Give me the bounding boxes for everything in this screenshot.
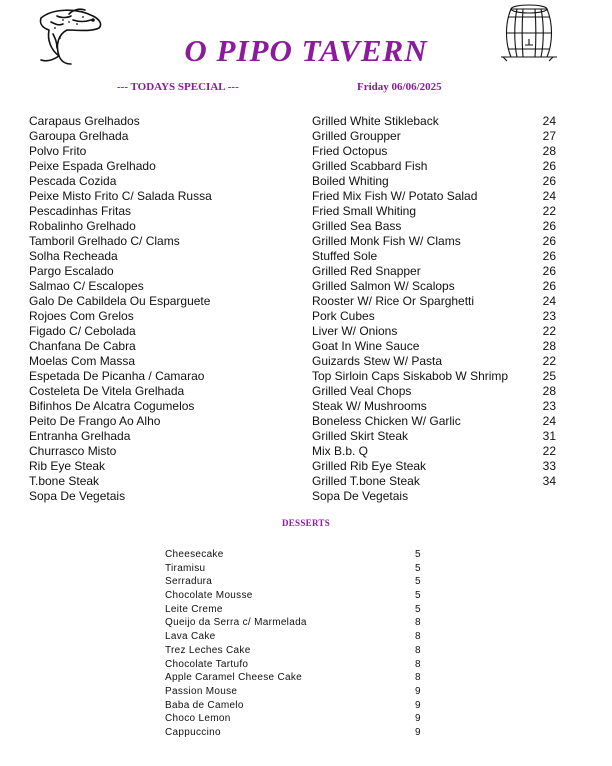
special-portuguese-name: Figado C/ Cebolada [29,324,136,338]
special-portuguese-name: Chanfana De Cabra [29,339,136,353]
dessert-price: 5 [415,576,421,588]
dessert-price: 8 [415,672,421,684]
special-portuguese-name: Sopa De Vegetais [29,489,126,503]
dessert-row [165,630,435,644]
special-english-name: Grilled Rib Eye Steak [312,459,427,473]
special-row [29,474,559,489]
special-english-name: Fried Octopus [312,144,388,158]
specials-list [29,114,559,504]
special-row [29,444,559,459]
dessert-price: 5 [415,590,421,602]
special-english-name: Grilled Veal Chops [312,384,412,398]
special-portuguese-name: Costeleta De Vitela Grelhada [29,384,185,398]
special-portuguese-name: Pescadinhas Fritas [29,204,132,218]
special-portuguese-name: Entranha Grelhada [29,429,131,443]
special-price: 23 [542,309,556,323]
dessert-price: 8 [415,617,421,629]
special-price: 28 [542,384,556,398]
special-price: 26 [542,279,556,293]
special-row [29,114,559,129]
dessert-price: 8 [415,631,421,643]
dessert-name: Choco Lemon [165,713,231,725]
special-portuguese-name: Espetada De Picanha / Camarao [29,369,205,383]
dessert-name: Chocolate Mousse [165,590,253,602]
special-english-name: Grilled White Stikleback [312,114,439,128]
special-english-name: Liver W/ Onions [312,324,398,338]
dessert-price: 5 [415,562,421,574]
special-portuguese-name: Peito De Frango Ao Alho [29,414,161,428]
special-row [29,339,559,354]
special-english-name: Goat In Wine Sauce [312,339,420,353]
special-row [29,414,559,429]
dessert-name: Baba de Camelo [165,699,244,711]
special-price: 24 [542,189,556,203]
special-price: 31 [542,429,556,443]
dessert-row [165,603,435,617]
dessert-row [165,671,435,685]
special-row [29,309,559,324]
dessert-price: 9 [415,685,421,697]
special-english-name: Fried Mix Fish W/ Potato Salad [312,189,478,203]
special-row [29,249,559,264]
special-portuguese-name: Peixe Espada Grelhado [29,159,156,173]
special-portuguese-name: Garoupa Grelhada [29,129,129,143]
special-row [29,459,559,474]
special-portuguese-name: Tamboril Grelhado C/ Clams [29,234,180,248]
special-price: 25 [542,369,556,383]
special-row [29,159,559,174]
special-portuguese-name: Galo De Cabildela Ou Esparguete [29,294,211,308]
special-price: 34 [542,474,556,488]
special-portuguese-name: Carapaus Grelhados [29,114,140,128]
special-english-name: Boneless Chicken W/ Garlic [312,414,461,428]
special-price: 28 [542,144,556,158]
todays-special-label: --- TODAYS SPECIAL --- [117,81,239,93]
dessert-price: 9 [415,713,421,725]
page-title: O PIPO TAVERN [184,33,428,68]
special-row [29,189,559,204]
special-row [29,174,559,189]
dessert-name: Apple Caramel Cheese Cake [165,672,303,684]
special-price: 24 [542,414,556,428]
special-english-name: Boiled Whiting [312,174,389,188]
dessert-price: 9 [415,726,421,738]
dessert-name: Queijo da Serra c/ Marmelada [165,617,307,629]
dessert-name: Lava Cake [165,631,216,643]
special-english-name: Grilled Red Snapper [312,264,421,278]
special-price: 28 [542,339,556,353]
dessert-price: 5 [415,549,421,560]
special-row [29,264,559,279]
special-row [29,129,559,144]
special-portuguese-name: T.bone Steak [29,474,100,488]
dessert-name: Chocolate Tartufo [165,658,249,670]
special-price: 26 [542,159,556,173]
dessert-name: Leite Creme [165,603,223,615]
dessert-name: Passion Mouse [165,685,238,697]
dessert-row [165,699,435,713]
special-english-name: Top Sirloin Caps Siskabob W Shrimp [312,369,509,383]
special-english-name: Grilled Groupper [312,129,401,143]
special-row [29,234,559,249]
dessert-price: 8 [415,658,421,670]
dessert-row [165,616,435,630]
dessert-row [165,575,435,589]
desserts-heading: DESSERTS [281,518,331,528]
special-portuguese-name: Rib Eye Steak [29,459,106,473]
special-price: 26 [542,219,556,233]
dessert-name: Cheesecake [165,549,224,560]
special-english-name: Pork Cubes [312,309,375,323]
special-row [29,144,559,159]
special-english-name: Stuffed Sole [312,249,378,263]
special-price: 26 [542,234,556,248]
special-row [29,279,559,294]
special-price: 23 [542,399,556,413]
special-row [29,399,559,414]
dessert-row [165,589,435,603]
special-english-name: Grilled Monk Fish W/ Clams [312,234,461,248]
special-price: 24 [542,114,556,128]
menu-date: Friday 06/06/2025 [357,81,442,93]
special-english-name: Fried Small Whiting [312,204,417,218]
special-price: 22 [542,354,556,368]
dessert-price: 5 [415,603,421,615]
special-price: 26 [542,174,556,188]
special-price: 22 [542,444,556,458]
special-row [29,354,559,369]
special-row [29,489,559,504]
special-english-name: Grilled Skirt Steak [312,429,409,443]
special-row [29,384,559,399]
special-portuguese-name: Pescada Cozida [29,174,117,188]
dessert-row [165,726,435,740]
special-row [29,294,559,309]
special-english-name: Mix B.b. Q [312,444,369,458]
special-price: 24 [542,294,556,308]
dessert-row [165,685,435,699]
dessert-name: Tiramisu [165,562,206,574]
dessert-price: 8 [415,644,421,656]
special-portuguese-name: Pargo Escalado [29,264,114,278]
special-english-name: Guizards Stew W/ Pasta [312,354,443,368]
dessert-row [165,712,435,726]
dessert-name: Cappuccino [165,726,221,738]
special-english-name: Grilled T.bone Steak [312,474,420,488]
special-portuguese-name: Salmao C/ Escalopes [29,279,144,293]
special-price: 22 [542,204,556,218]
special-price: 26 [542,249,556,263]
special-portuguese-name: Bifinhos De Alcatra Cogumelos [29,399,195,413]
special-english-name: Sopa De Vegetais [312,489,409,503]
special-english-name: Grilled Scabbard Fish [312,159,428,173]
dessert-name: Serradura [165,576,213,588]
special-row [29,324,559,339]
dessert-price: 9 [415,699,421,711]
special-price: 33 [542,459,556,473]
special-portuguese-name: Solha Recheada [29,249,118,263]
special-portuguese-name: Moelas Com Massa [29,354,136,368]
special-price: 26 [542,264,556,278]
special-row [29,429,559,444]
dessert-row [165,644,435,658]
special-portuguese-name: Polvo Frito [29,144,87,158]
special-portuguese-name: Peixe Misto Frito C/ Salada Russa [29,189,212,203]
special-row [29,204,559,219]
special-price: 27 [542,129,556,143]
dessert-row [165,562,435,576]
dessert-row [165,548,435,562]
dessert-name: Trez Leches Cake [165,644,251,656]
special-portuguese-name: Rojoes Com Grelos [29,309,134,323]
special-english-name: Grilled Sea Bass [312,219,402,233]
special-english-name: Steak W/ Mushrooms [312,399,427,413]
desserts-list [165,548,435,740]
special-price: 22 [542,324,556,338]
special-english-name: Rooster W/ Rice Or Sparghetti [312,294,475,308]
special-portuguese-name: Churrasco Misto [29,444,117,458]
special-row [29,369,559,384]
dessert-row [165,658,435,672]
special-row [29,219,559,234]
special-portuguese-name: Robalinho Grelhado [29,219,136,233]
special-english-name: Grilled Salmon W/ Scalops [312,279,455,293]
